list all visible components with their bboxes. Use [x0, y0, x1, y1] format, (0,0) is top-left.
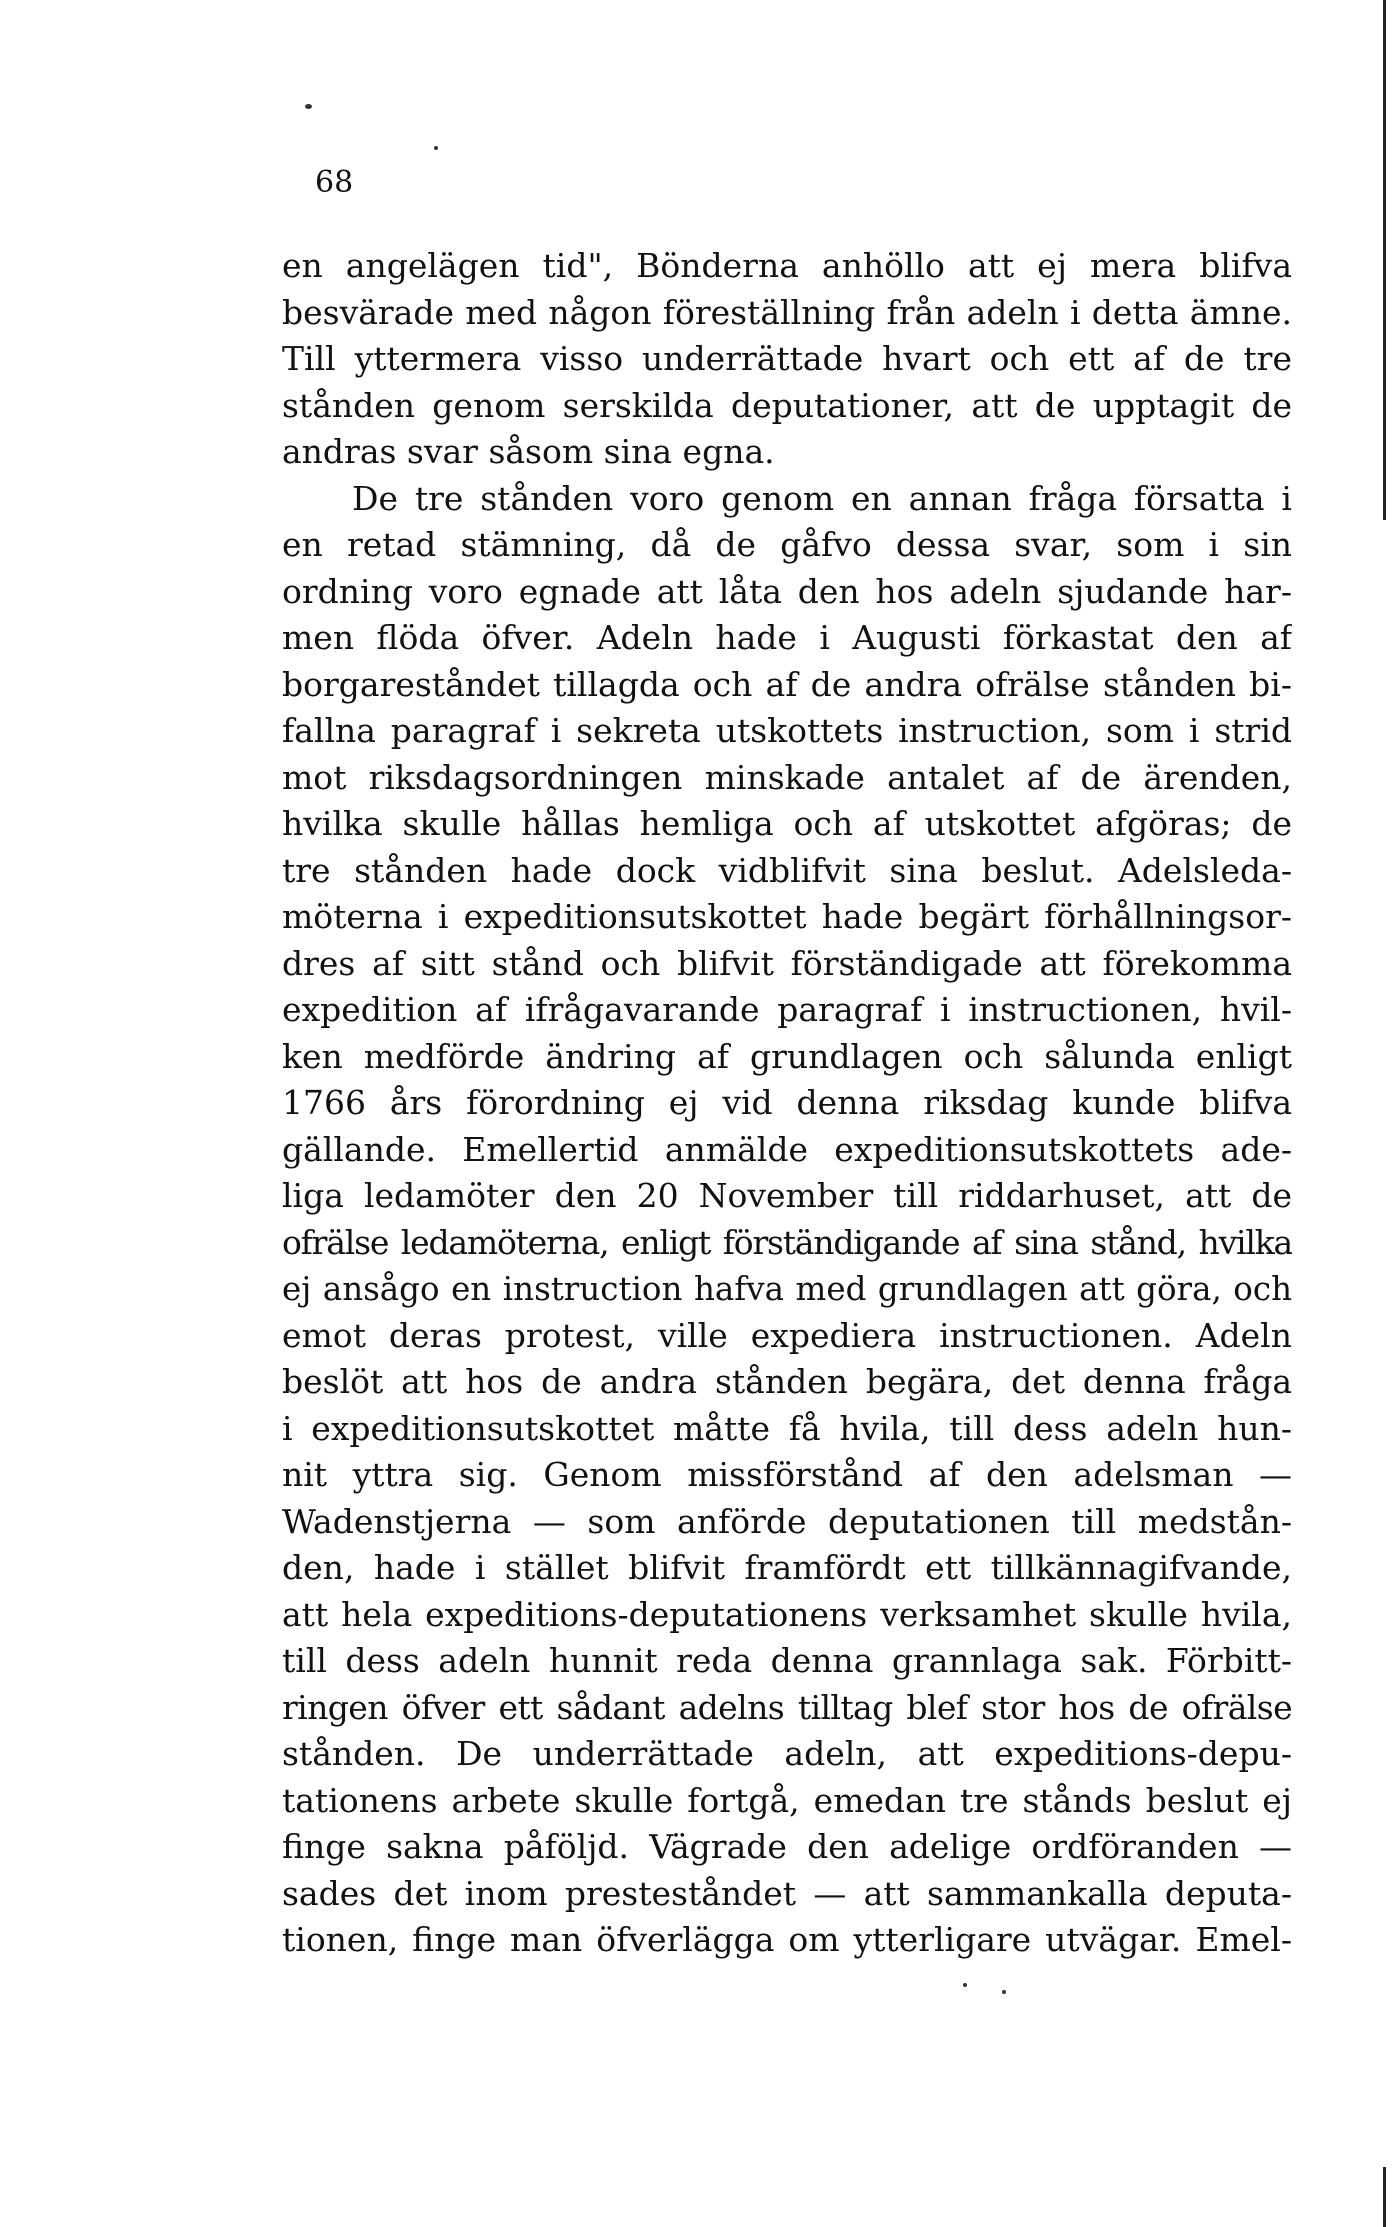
text-line: mot riksdagsordningen minskade antalet af de ärenden,: [282, 757, 1292, 797]
text-line: tre stånden hade dock vidblifvit sina beslut. Adelsleda-: [282, 850, 1292, 890]
body-text: [282, 243, 1292, 1964]
text-line: De tre stånden voro genom en annan fråga försatta i: [352, 478, 1292, 518]
text-line: den, hade i stället blifvit framfördt ett tillkännagifvande,: [282, 1548, 1292, 1587]
text-line: att hela expeditions-deputationens verksamhet skulle hvila,: [282, 1594, 1292, 1634]
scan-edge-line-bottom: [1383, 2167, 1386, 2227]
text-line: stånden. De underrättade adeln, att expeditions-depu-: [282, 1734, 1292, 1773]
text-line: Till yttermera visso underrättade hvart och ett af de tre: [282, 339, 1292, 378]
text-line: hvilka skulle hållas hemliga och af utskottet afgöras; de: [282, 804, 1292, 843]
text-line: tationens arbete skulle fortgå, emedan tre stånds beslut ej: [282, 1780, 1292, 1820]
text-line: andras svar såsom sina egna.: [282, 432, 775, 471]
text-line: besvärade med någon föreställning från adeln i detta ämne.: [282, 292, 1292, 332]
text-line: ken medförde ändring af grundlagen och sålunda enligt: [282, 1036, 1292, 1076]
scan-speck: [434, 146, 438, 150]
text-line: sades det inom presteståndet — att sammankalla deputa-: [282, 1873, 1292, 1913]
text-line: till dess adeln hunnit reda denna grannlaga sak. Förbitt-: [282, 1641, 1292, 1680]
page-number: 68: [315, 165, 354, 200]
text-line: nit yttra sig. Genom missförstånd af den adelsman —: [282, 1455, 1292, 1494]
text-line: tionen, finge man öfverlägga om ytterligare utvägar. Emel-: [282, 1920, 1292, 1959]
text-line: ringen öfver ett sådant adelns tilltag blef stor hos de ofrälse: [282, 1687, 1292, 1727]
text-line: emot deras protest, ville expediera instructionen. Adeln: [282, 1315, 1292, 1355]
text-line: dres af sitt stånd och blifvit förständigade att förekomma: [282, 943, 1292, 983]
text-line: finge sakna påföljd. Vägrade den adelige ordföranden —: [282, 1827, 1292, 1866]
scan-speck: [305, 104, 312, 109]
text-line: fallna paragraf i sekreta utskottets instruction, som i strid: [282, 711, 1292, 750]
text-line: möterna i expeditionsutskottet hade begärt förhållningsor-: [282, 897, 1292, 936]
text-line: borgareståndet tillagda och af de andra ofrälse stånden bi-: [282, 664, 1292, 704]
scan-edge-line: [1383, 0, 1386, 520]
text-line: expedition af ifrågavarande paragraf i instructionen, hvil-: [282, 990, 1292, 1029]
scan-speck: [1002, 1990, 1006, 1994]
text-line: ofrälse ledamöterna, enligt förständigande af sina stånd, hvilka: [282, 1222, 1292, 1262]
scan-speck: [963, 1983, 967, 1987]
text-line: 1766 års förordning ej vid denna riksdag kunde blifva: [282, 1083, 1292, 1122]
text-line: i expeditionsutskottet måtte få hvila, till dess adeln hun-: [282, 1408, 1292, 1448]
text-line: beslöt att hos de andra stånden begära, det denna fråga: [282, 1362, 1292, 1401]
text-line: ej ansågo en instruction hafva med grundlagen att göra, och: [282, 1270, 1292, 1308]
text-line: gällande. Emellertid anmälde expeditionsutskottets ade-: [282, 1129, 1292, 1169]
text-line: ordning voro egnade att låta den hos adeln sjudande har-: [282, 571, 1292, 611]
text-line: liga ledamöter den 20 November till riddarhuset, att de: [282, 1176, 1292, 1215]
text-line: en retad stämning, då de gåfvo dessa svar, som i sin: [282, 525, 1292, 564]
text-line: en angelägen tid", Bönderna anhöllo att ej mera blifva: [282, 246, 1292, 285]
text-line: men flöda öfver. Adeln hade i Augusti förkastat den af: [282, 618, 1292, 657]
text-line: Wadenstjerna — som anförde deputationen till medstån-: [282, 1501, 1292, 1541]
text-line: stånden genom serskilda deputationer, att de upptagit de: [282, 385, 1292, 425]
